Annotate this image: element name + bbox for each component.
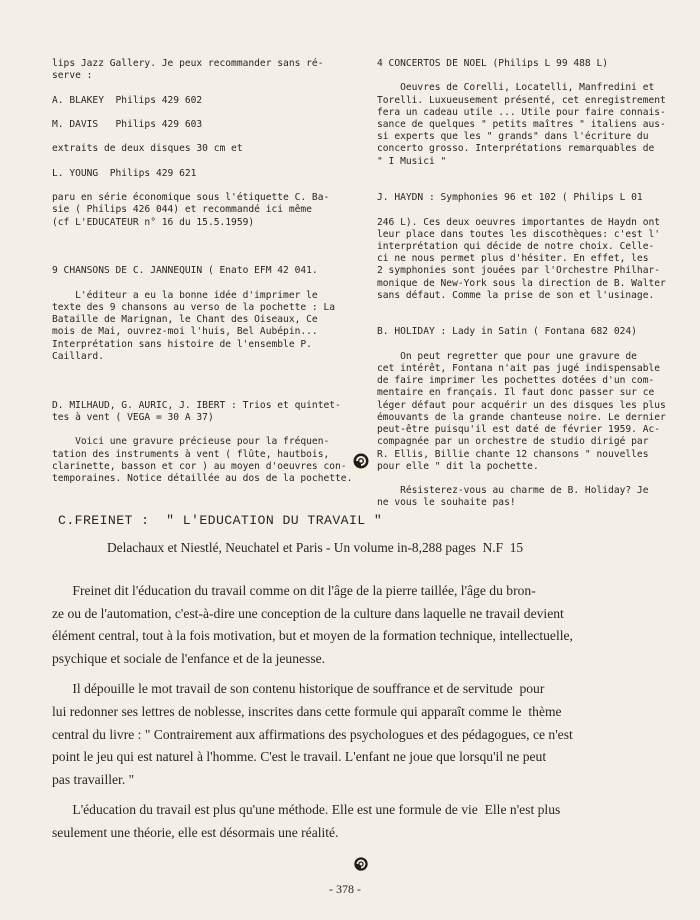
article-line: élément central, tout à la fois motivation, but et moyen de la formation technique, intellectuelle, (52, 628, 573, 644)
swirl-ornament-icon (352, 452, 370, 474)
column-line (377, 473, 666, 485)
column-line: Caillard. (52, 350, 104, 362)
column-line: si experts que les " grands" dans l'écriture du (377, 131, 649, 143)
column-line (377, 180, 666, 192)
column-line: Oeuvres de Corelli, Locatelli, Manfredini et (377, 82, 655, 94)
column-line: M. DAVIS Philips 429 603 (52, 119, 203, 131)
column-line: interprétation qui décide de notre choix. Celle- (377, 241, 655, 253)
column-line: On peut regretter que pour une gravure de (377, 350, 637, 362)
column-line: concerto grosso. Interprétations remarquables de (377, 143, 655, 155)
column-line: texte des 9 chansons au verso de la pochette : La (52, 302, 336, 314)
column-line: A. BLAKEY Philips 429 602 (52, 94, 203, 106)
column-line: " I Musici " (377, 155, 447, 167)
column-line: L. YOUNG Philips 429 621 (52, 167, 197, 179)
column-line (377, 204, 666, 216)
column-line: sie ( Philips 426 044) et recommandé ici même (52, 204, 312, 216)
column-line (377, 339, 666, 351)
column-line: 2 symphonies sont jouées par l'Orchestre Philhar- (377, 265, 661, 277)
article-line: point le jeu qui est naturel à l'homme. C'est le travail. L'enfant ne joue que lorsqu'il ne peut (52, 749, 547, 765)
column-line: émouvants de la grande chanteuse noire. Le dernier (377, 411, 666, 423)
column-line (52, 424, 352, 436)
column-line: Bataille de Marignan, le Chant des Oiseaux, Ce (52, 314, 318, 326)
column-line: monique de New-York sous la direction de B. Walter (377, 277, 666, 289)
column-line: fera un cadeau utile ... Utile pour faire connais- (377, 106, 666, 118)
column-line: R. Ellis, Billie chante 12 chansons " nouvelles (377, 448, 649, 460)
article-title: C.FREINET : " L'EDUCATION DU TRAVAIL " (58, 513, 383, 528)
column-line: léger défaut pour acquérir un des disques les plus (377, 399, 666, 411)
column-line: 246 L). Ces deux oeuvres importantes de Haydn ont (377, 216, 661, 228)
swirl-ornament-icon (353, 856, 369, 876)
column-line: Interprétation sans histoire de l'ensemble P. (52, 338, 312, 350)
article-paragraph (52, 799, 682, 844)
article-subtitle: Delachaux et Niestlé, Neuchatel et Paris - Un volume in-8,288 pages N.F 15 (107, 540, 524, 555)
article-line: Il dépouille le mot travail de son contenu historique de souffrance et de servitude pour (52, 681, 545, 697)
column-line: Torelli. Luxueusement présenté, cet enregistrement (377, 94, 666, 106)
column-line: 9 CHANSONS DE C. JANNEQUIN ( Enato EFM 42 041. (52, 265, 318, 277)
column-line: mois de Mai, ouvrez-moi l'huis, Bel Aubépin... (52, 326, 318, 338)
article-line: lui redonner ses lettres de noblesse, inscrites dans cette formule qui apparaît comme le thème (52, 703, 562, 719)
page-number: - 378 - (329, 882, 361, 896)
article-line: pas travailler. " (52, 771, 135, 787)
swirl-ornament-icon-svg (353, 856, 369, 872)
column-line: mentaire en français. Il faut donc passer sur ce (377, 387, 655, 399)
column-line (52, 241, 352, 253)
column-line: Résisterez-vous au charme de B. Holiday? Je (377, 485, 649, 497)
column-line: tes à vent ( VEGA = 30 A 37) (52, 411, 214, 423)
column-line: D. MILHAUD, G. AURIC, J. IBERT : Trios et quintet- (52, 399, 341, 411)
column-line: temporaines. Notice détaillée au dos de la pochette. (52, 472, 353, 484)
article-paragraph (52, 580, 682, 670)
column-line: J. HAYDN : Symphonies 96 et 102 ( Philips L 01 (377, 192, 643, 204)
column-line: 4 CONCERTOS DE NOEL (Philips L 99 488 L) (377, 58, 609, 69)
article-line: central du livre : " Contrairement aux affirmations des psychologues et des pédagogues, ce n'est (52, 726, 573, 742)
column-line (52, 387, 352, 399)
column-line (377, 70, 666, 82)
column-line: pour elle " dit la pochette. (377, 460, 539, 472)
column-line (52, 107, 352, 119)
column-line: L'éditeur a eu la bonne idée d'imprimer le (52, 289, 318, 301)
column-line: leur place dans toutes les discothèques: c'est l' (377, 228, 661, 240)
column-line: compagnée par un orchestre de studio dirigé par (377, 436, 649, 448)
column-line (52, 156, 352, 168)
column-line: ci ne nous permet plus d'hésiter. En effet, les (377, 253, 649, 265)
column-line: B. HOLIDAY : Lady in Satin ( Fontana 682 024) (377, 326, 637, 338)
column-line (52, 363, 352, 375)
column-line: serve : (52, 70, 93, 82)
column-line (377, 314, 666, 326)
column-line: clarinette, basson et cor ) au moyen d'oeuvres con- (52, 460, 347, 472)
column-line: sance de quelques " petits maîtres " italiens aus- (377, 119, 666, 131)
article-line: Freinet dit l'éducation du travail comme on dit l'âge de la pierre taillée, l'âge du bron- (52, 583, 536, 598)
article-paragraph (52, 678, 682, 791)
column-line: peut-être puisqu'il est daté de février 1959. Ac- (377, 424, 661, 436)
column-line: de faire imprimer les pochettes dotées d'un com- (377, 375, 655, 387)
column-line: sans défaut. Comme la prise de son et l'usinage. (377, 289, 655, 301)
column-line (52, 131, 352, 143)
column-line (377, 168, 666, 180)
column-line (52, 278, 352, 290)
column-line (377, 302, 666, 314)
column-line (52, 180, 352, 192)
article-line: L'éducation du travail est plus qu'une méthode. Elle est une formule de vie Elle n'est plus (52, 802, 561, 818)
column-line: ne vous le souhaite pas! (377, 497, 516, 509)
column-line (52, 82, 352, 94)
article-line: ze ou de l'automation, c'est-à-dire une conception de la culture dans laquelle ne travail devient (52, 605, 564, 621)
left-review-column (52, 58, 352, 485)
column-line (52, 253, 352, 265)
column-line: tation des instruments à vent ( flûte, hautbois, (52, 448, 330, 460)
article-line: psychique et sociale de l'enfance et de la jeunesse. (52, 650, 326, 666)
right-review-column (377, 58, 666, 510)
column-line: paru en série économique sous l'étiquette C. Ba- (52, 192, 330, 204)
column-line: Voici une gravure précieuse pour la fréquen- (52, 436, 330, 448)
column-line: extraits de deux disques 30 cm et (52, 143, 243, 155)
column-line: lips Jazz Gallery. Je peux recommander sans ré- (52, 58, 324, 69)
column-line (52, 229, 352, 241)
swirl-ornament-icon-svg (352, 452, 370, 470)
column-line: cet intérêt, Fontana n'ait pas jugé indispensable (377, 363, 661, 375)
column-line: (cf L'EDUCATEUR n° 16 du 15.5.1959) (52, 216, 255, 228)
article-body (52, 580, 682, 853)
column-line (52, 375, 352, 387)
article-line: seulement une théorie, elle est désormais une réalité. (52, 824, 339, 840)
